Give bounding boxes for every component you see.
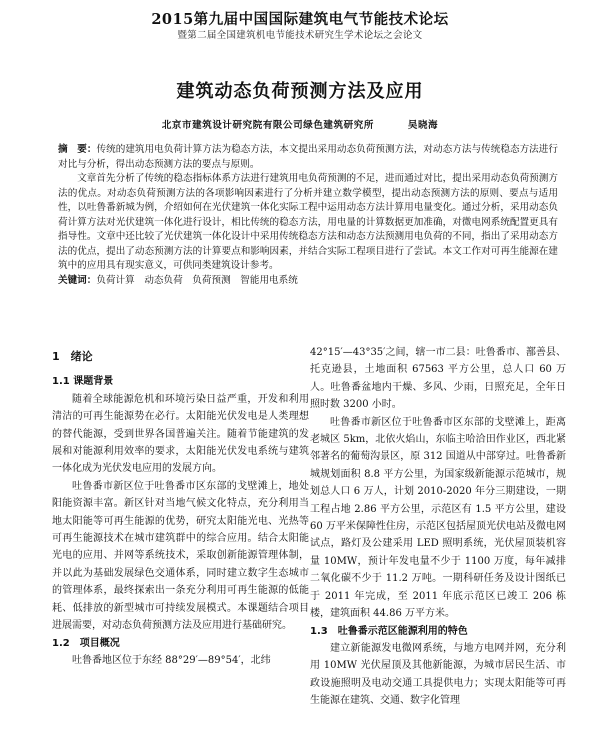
- keywords-text: 负荷计算 动态负荷 负荷预测 智能用电系统: [96, 274, 298, 286]
- right-paragraph-2: 吐鲁番市新区位于吐鲁番市区东部的戈壁滩上，距离老城区 5km，北依火焰山，东临主哈洽田作业区，西北紧邻著名的葡萄沟景区，原 312 国道从中部穿过。吐鲁番新城规划面积 8.8 平方公里，为国家级新能源示范城市，规划总人口 6 万人，计划 2010-2020 年分三期建设，一期工程占地 2.86 平方公里，示范区有 1.5 平方公里，建设 60 万平米保障性住房，示范区包括屋顶光伏电站及微电网试点，路灯及公建采用 LED 照明系统，光伏屋顶装机容量 10MW，预计年发电量不少于 1100 万度，每年减排二氧化碳不少于 11.2 万吨。一期科研任务及设计图纸已于 2011 年完成，至 2011 年底示范区已竣工 206 栋楼，建筑面积 44.86 万平方米。: [310, 416, 566, 620]
- section-1-heading: 1 绪论: [52, 350, 93, 363]
- conference-title: 2015第九届中国国际建筑电气节能技术论坛: [151, 11, 449, 28]
- keywords-line: [58, 274, 558, 289]
- keywords-label: 关键词：: [58, 274, 97, 286]
- abstract-text-1: 传统的建筑用电负荷计算方法为稳态方法，本文提出采用动态负荷预测方法，对动态方法与传统稳态方法进行对比与分析，得出动态预测方法的要点与原则。: [58, 144, 559, 170]
- author-name: 吴晓海: [407, 120, 439, 131]
- left-paragraph-1: 随着全球能源危机和环境污染日益严重，开发和利用清洁的可再生能源势在必行。太阳能光伏发电是人类理想的替代能源，受到世界各国普遍关注。随着节能建筑的发展和对能源利用效率的要求，太阳能光伏发电系统与建筑一体化成为光伏发电应用的发展方向。: [52, 393, 309, 475]
- right-paragraph-1: 42°15′—43°35′之间，辖一市二县：吐鲁番市、鄯善县、托克逊县，土地面积 67563 平方公里，总人口 60 万人。吐鲁番盆地内干燥、多风、少雨，日照充足，全年日照时数 3200 小时。: [310, 347, 566, 411]
- left-paragraph-2: 吐鲁番市新区位于吐鲁番市区东部的戈壁滩上，地处阳能资源丰富。新区针对当地气候文化特点，充分利用当地太阳能等可再生能源的优势，研究太阳能光电、光热等可再生能源技术在城市建筑群中的综合应用。结合太阳能光电的应用、并网等系统技术，采取创新能源管理体制，并以此为基础发展绿色交通体系，同时建立数字生态城市的管理体系，最终探索出一条充分利用可再生能源的低能耗、低排放的新型城市可持续发展模式。本课题结合项目进展需要，对动态负荷预测方法及应用进行基础研究。: [52, 480, 309, 632]
- author-organization: 北京市建筑设计研究院有限公司绿色建筑研究所: [161, 120, 374, 131]
- section-1-3-heading: 1.3 吐鲁番示范区能源利用的特色: [310, 625, 468, 637]
- right-paragraph-3: 建立新能源发电微网系统，与地方电网并网，充分利用 10MW 光伏屋顶及其他新能源，为城市居民生活、市政设施照明及电动交通工具提供电力；实现太阳能等可再生能源在建筑、交通、数字化管理: [310, 642, 566, 707]
- paper-title: 建筑动态负荷预测方法及应用: [176, 81, 424, 102]
- section-1-2-heading: 1.2 项目概况: [52, 637, 120, 649]
- right-column: [310, 344, 566, 710]
- abstract-paragraph-2: 文章首先分析了传统的稳态指标体系方法进行建筑用电负荷预测的不足，进而通过对比，提出采用动态负荷预测方法的优点。对动态负荷预测方法的各项影响因素进行了分析并建立数学模型，提出动态预测方法的原则、要点与适用性，以吐鲁番新城为例，介绍如何在光伏建筑一体化实际工程中运用动态方法计算用电量变化。通过分析，采用动态负荷计算方法对光伏建筑一体化进行设计，相比传统的稳态方法，用电量的计算数据更加准确，对微电网系统配置更具有指导性。文章中还比较了光伏建筑一体化设计中采用传统稳态方法和动态方法预测用电负荷的不同，指出了采用动态方法的优点，提出了动态预测方法的计算要点和影响因素，并结合实际工程项目进行了尝试。本文工作对可再生能源在建筑中的应用具有现实意义，可供同类建筑设计参考。: [58, 173, 558, 271]
- conference-subtitle: 暨第二届全国建筑机电节能技术研究生学术论坛之会论文: [177, 30, 423, 41]
- author-line: [0, 117, 600, 131]
- section-1-1-heading: 1.1 课题背景: [52, 376, 114, 388]
- left-column: [52, 348, 309, 669]
- abstract-label: 摘 要：: [58, 144, 97, 155]
- abstract-paragraph-1: [58, 143, 558, 172]
- abstract-block: [58, 143, 558, 288]
- left-paragraph-3: 吐鲁番地区位于东经 88°29′—89°54′，北纬: [72, 654, 271, 666]
